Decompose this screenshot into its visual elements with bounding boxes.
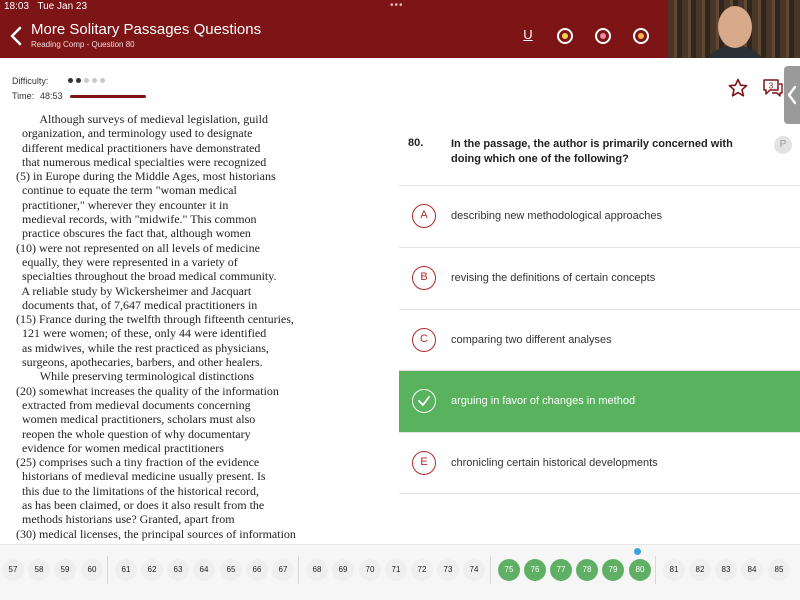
question-stem: In the passage, the author is primarily concerned with doing which one of the following? [451, 138, 733, 165]
choice-letter: E [412, 451, 436, 475]
passage-line: 121 were women; of these, only 44 were identified [16, 326, 267, 341]
passage-line: A reliable study by Wickersheimer and Jacquart [16, 283, 252, 298]
question-nav-60[interactable]: 60 [81, 559, 103, 581]
passage-line: different medical practitioners have demonstrated [16, 140, 261, 155]
question-nav-63[interactable]: 63 [167, 559, 189, 581]
back-arrow-icon[interactable] [8, 24, 24, 48]
checkmark-icon [412, 389, 436, 413]
highlight-orange-icon[interactable] [633, 28, 649, 44]
answer-choice-e[interactable] [399, 432, 800, 494]
passage-line: (30) medical licenses, the principal sources of information [16, 526, 296, 541]
passage-line: organization, and terminology used to designate [16, 126, 253, 141]
question-nav-57[interactable]: 57 [2, 559, 24, 581]
passage-line: While preserving terminological distinctions [16, 369, 255, 384]
passage-line: documents that, of 7,647 medical practitioners in [16, 297, 258, 312]
passage-line: methods historians use? Granted, apart from [16, 512, 235, 527]
person-head [718, 6, 752, 48]
passage-line: reopen the whole question of why documentary [16, 426, 251, 441]
nav-group-divider [107, 556, 108, 584]
comment-count: 3 [768, 81, 774, 91]
highlight-yellow-icon[interactable] [557, 28, 573, 44]
chevron-left-icon [787, 85, 797, 105]
page-subtitle: Reading Comp - Question 80 [31, 40, 135, 49]
question-nav-73[interactable]: 73 [437, 559, 459, 581]
question-nav-69[interactable]: 69 [332, 559, 354, 581]
star-icon[interactable] [728, 78, 748, 98]
choice-text: arguing in favor of changes in method [451, 395, 636, 407]
question-nav-76[interactable]: 76 [524, 559, 546, 581]
difficulty-dot [100, 78, 105, 83]
passage-line: (5) in Europe during the Middle Ages, most historians [16, 169, 276, 184]
difficulty-rating [68, 78, 105, 83]
question-nav-70[interactable]: 70 [359, 559, 381, 581]
passage-line: practice obscures the fact that, although women [16, 226, 251, 241]
choices-bottom-divider [399, 493, 800, 494]
choice-letter: B [412, 266, 436, 290]
passage-line: extracted from medieval documents concerning [16, 397, 251, 412]
question-nav-83[interactable]: 83 [715, 559, 737, 581]
passage-line: as midwives, while the rest practiced as physicians, [16, 340, 269, 355]
multitask-dots[interactable]: ••• [390, 0, 404, 11]
difficulty-dot [76, 78, 81, 83]
question-number: 80. [408, 137, 424, 149]
page-title: More Solitary Passages Questions [31, 21, 262, 38]
choice-letter: A [412, 204, 436, 228]
choice-text: revising the definitions of certain concepts [451, 272, 656, 284]
side-panel-tab[interactable] [784, 66, 800, 124]
choice-letter: C [412, 328, 436, 352]
question-nav-80[interactable]: 80 [629, 559, 651, 581]
question-nav-78[interactable]: 78 [576, 559, 598, 581]
question-nav-85[interactable]: 85 [768, 559, 790, 581]
question-nav-81[interactable]: 81 [663, 559, 685, 581]
question-nav-61[interactable]: 61 [115, 559, 137, 581]
difficulty-dot [84, 78, 89, 83]
passage-line: Although surveys of medieval legislation, guild [16, 112, 268, 126]
question-nav-71[interactable]: 71 [385, 559, 407, 581]
status-time [4, 1, 87, 12]
passage-line: as has been claimed, or does it also result from the [16, 498, 265, 513]
passage-line: historians of medieval medicine usually present. Is [16, 469, 266, 484]
question-nav-77[interactable]: 77 [550, 559, 572, 581]
question-nav-65[interactable]: 65 [220, 559, 242, 581]
question-nav-58[interactable]: 58 [28, 559, 50, 581]
question-nav-84[interactable]: 84 [741, 559, 763, 581]
nav-group-divider [298, 556, 299, 584]
question-nav-67[interactable]: 67 [272, 559, 294, 581]
reading-passage[interactable] [16, 112, 386, 542]
status-clock: 18:03 [4, 1, 30, 12]
question-nav-64[interactable]: 64 [193, 559, 215, 581]
nav-group-divider [655, 556, 656, 584]
passage-line: surgeons, apothecaries, barbers, and other healers. [16, 355, 263, 370]
passage-line: (10) were not represented on all levels of medicine [16, 240, 260, 255]
question-nav-62[interactable]: 62 [141, 559, 163, 581]
passage-line: women medical practitioners, scholars must also [16, 412, 256, 427]
question-nav-68[interactable]: 68 [306, 559, 328, 581]
passage-line: medieval records, with "midwife." This common [16, 212, 257, 227]
answer-choice-d[interactable] [399, 370, 800, 432]
highlight-pink-icon[interactable] [595, 28, 611, 44]
time-value: 48:53 [40, 91, 63, 101]
nav-group-divider [490, 556, 491, 584]
time-label: Time: [12, 91, 35, 101]
choice-text: describing new methodological approaches [451, 210, 662, 222]
passage-line: equally, they were represented in a variety of [16, 254, 238, 269]
question-nav-82[interactable]: 82 [689, 559, 711, 581]
passage-line: that numerous medical specialties were recognized [16, 154, 267, 169]
answer-choice-c[interactable] [399, 309, 800, 371]
info-bar [0, 58, 800, 112]
passage-line: (25) comprises such a tiny fraction of the evidence [16, 455, 260, 470]
difficulty-dot [68, 78, 73, 83]
difficulty-dot [92, 78, 97, 83]
passage-line: specialties throughout the broad medical community. [16, 269, 277, 284]
passage-line: this due to the limitations of the historical record, [16, 483, 259, 498]
answer-choice-a[interactable] [399, 185, 800, 247]
answer-choice-b[interactable] [399, 247, 800, 309]
flag-icon[interactable]: P [774, 136, 792, 154]
difficulty-label: Difficulty: [12, 76, 49, 86]
passage-line: (20) somewhat increases the quality of the information [16, 383, 279, 398]
current-question-indicator [634, 548, 641, 555]
choice-text: chronicling certain historical developments [451, 457, 658, 469]
underline-tool-icon[interactable]: U [523, 27, 533, 42]
question-nav-66[interactable]: 66 [246, 559, 268, 581]
question-nav-75[interactable]: 75 [498, 559, 520, 581]
comments-icon[interactable] [762, 78, 784, 98]
question-nav-79[interactable]: 79 [602, 559, 624, 581]
passage-line: continue to equate the term "woman medical [16, 183, 237, 198]
question-nav-72[interactable]: 72 [411, 559, 433, 581]
time-progress-bar [70, 95, 146, 98]
choice-text: comparing two different analyses [451, 334, 612, 346]
passage-line: (15) France during the twelfth through fifteenth centuries, [16, 312, 294, 327]
status-date: Tue Jan 23 [37, 1, 88, 12]
passage-line: evidence for women medical practitioners [16, 440, 224, 455]
passage-line: practitioner," wherever they encounter it in [16, 197, 229, 212]
question-nav-59[interactable]: 59 [54, 559, 76, 581]
question-nav-74[interactable]: 74 [463, 559, 485, 581]
